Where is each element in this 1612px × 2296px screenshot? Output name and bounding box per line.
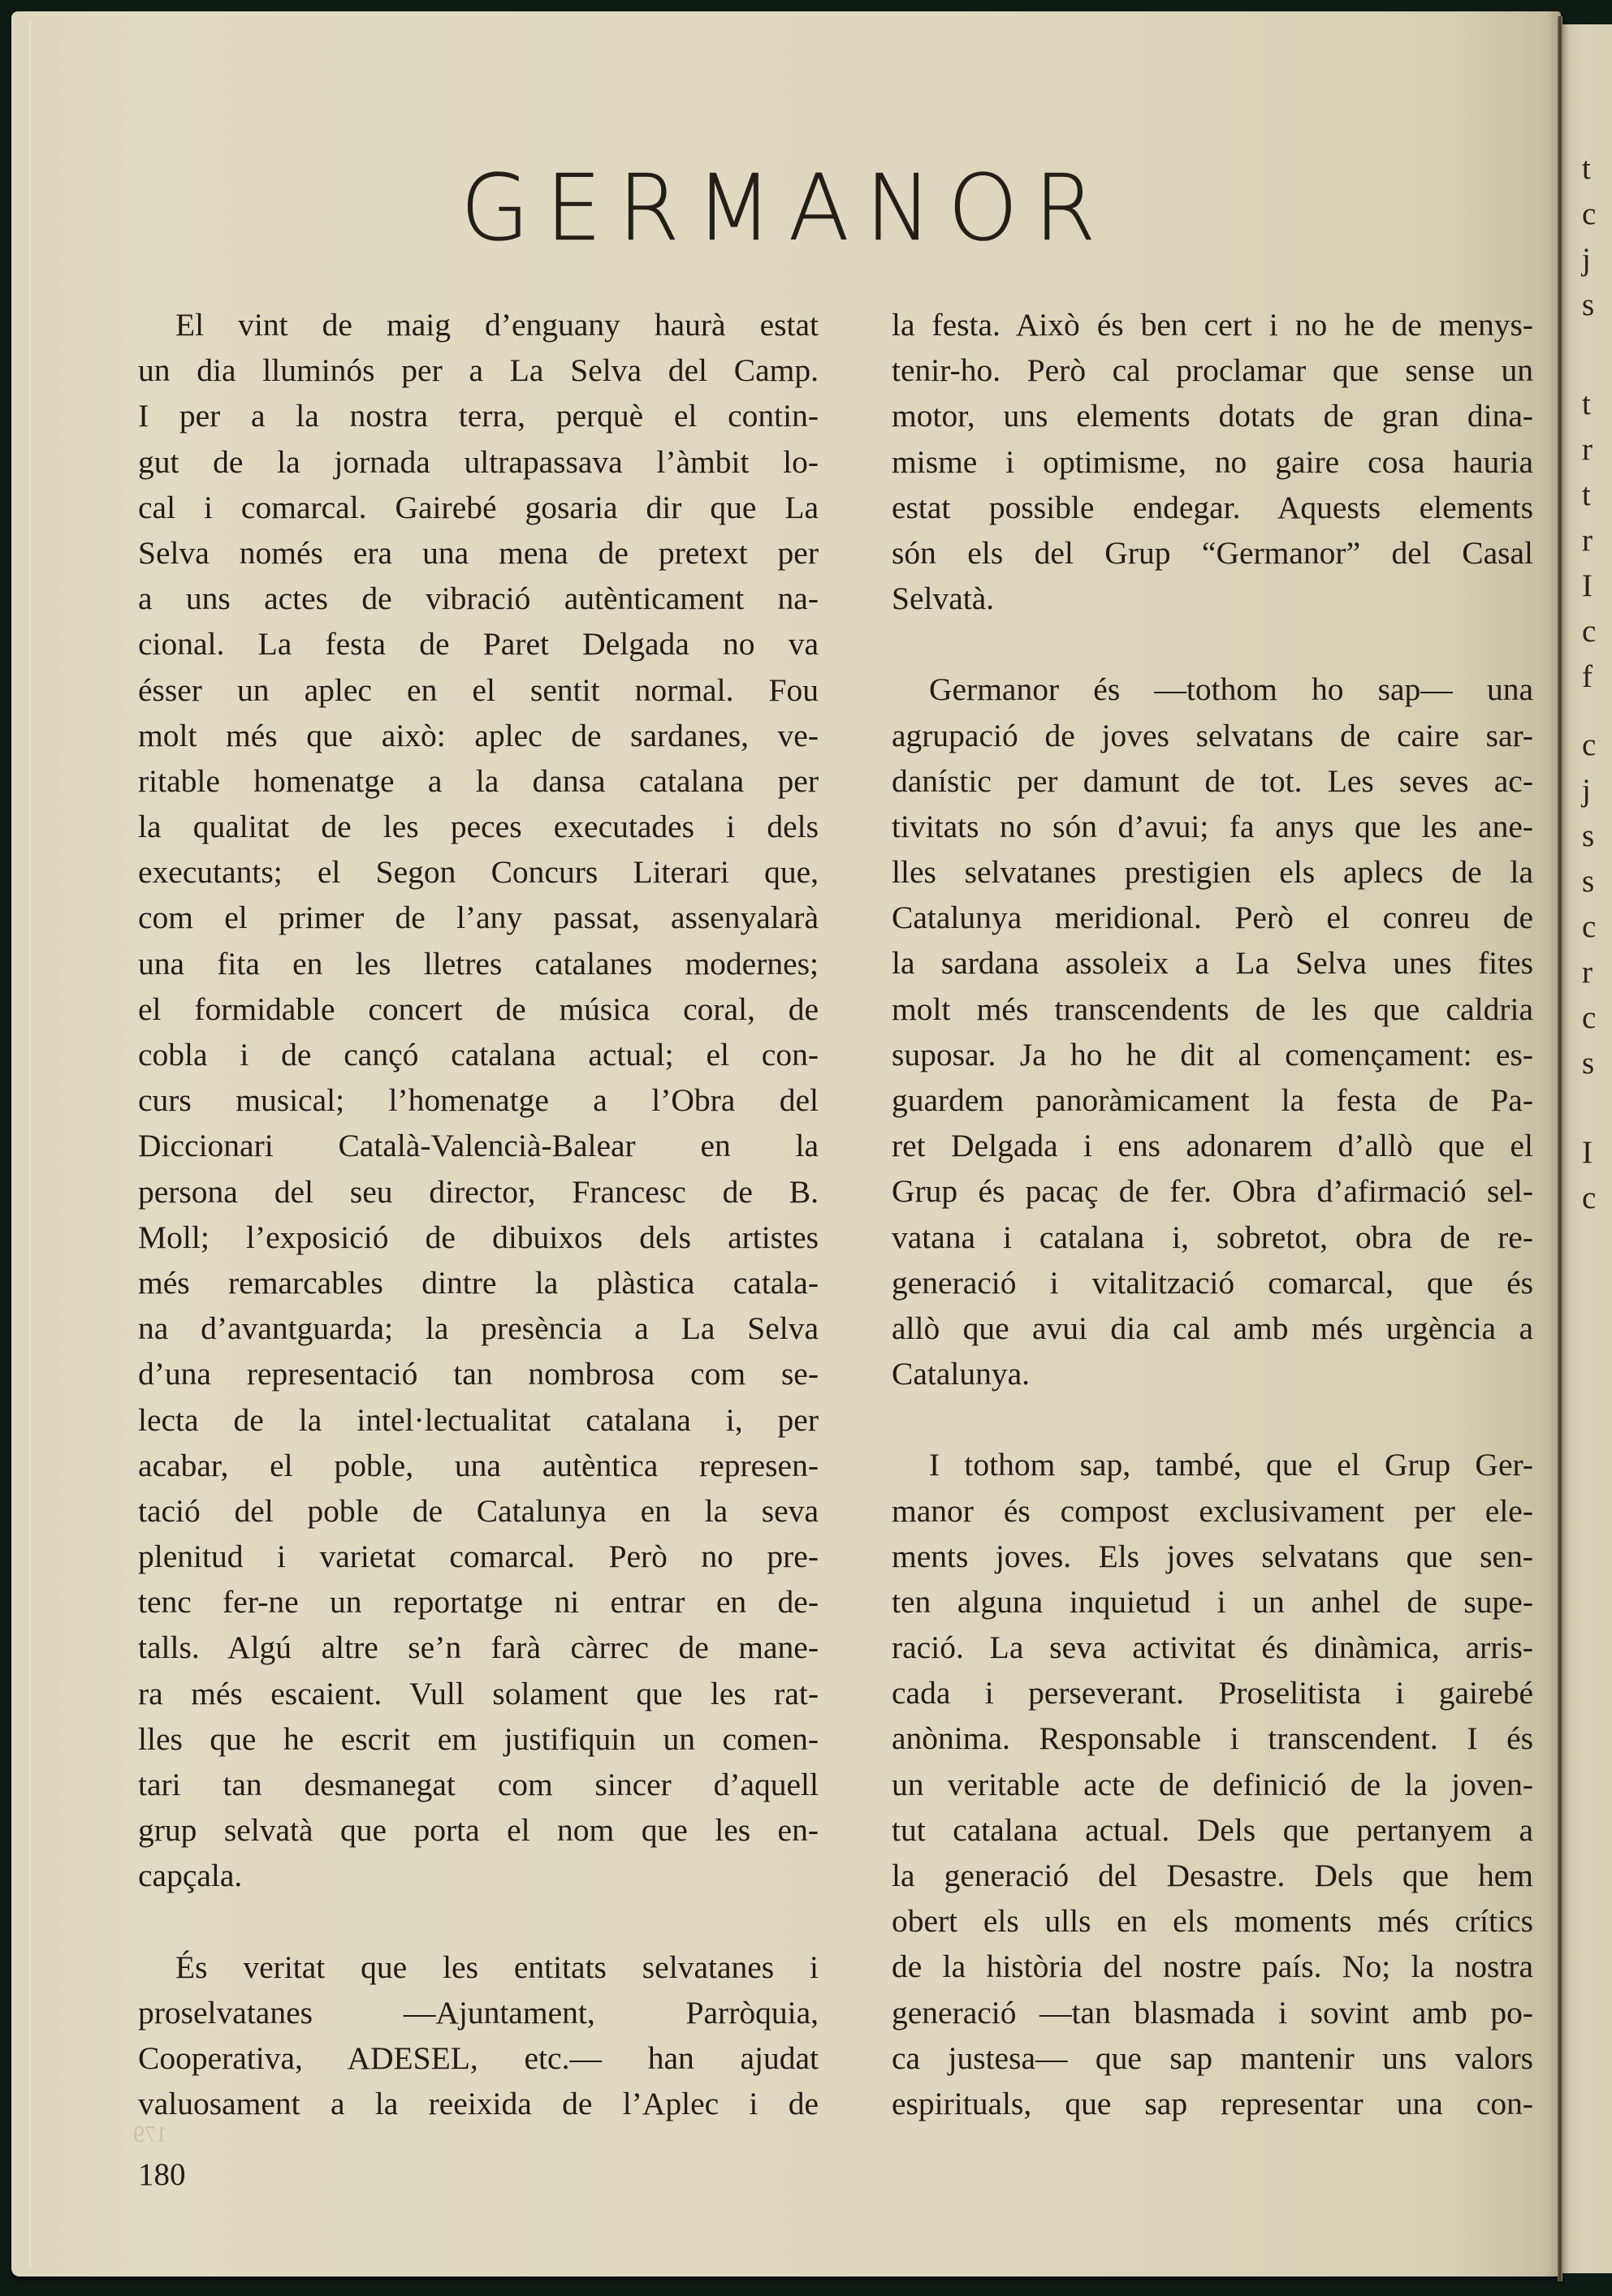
text-line: ració. La seva activitat és dinàmica, arris- [892, 1629, 1533, 1666]
text-line: acabar, el poble, una autèntica represen- [138, 1447, 819, 1483]
adjacent-page-fragment: I [1582, 568, 1593, 603]
text-line: lles que he escrit em justifiquin un comen- [138, 1720, 819, 1757]
adjacent-page-fragment: s [1582, 287, 1595, 322]
adjacent-page-fragment: I [1582, 1135, 1593, 1170]
adjacent-page-fragment: c [1582, 196, 1597, 231]
text-line: na d’avantguarda; la presència a La Selva [138, 1310, 819, 1347]
paragraph [138, 1944, 819, 2127]
text-line: la festa. Això és ben cert i no he de menys- [892, 307, 1533, 343]
text-line: de la història del nostre país. No; la nostra [892, 1949, 1533, 1985]
adjacent-page-fragment: j [1582, 242, 1591, 277]
text-line: Grup és pacaç de fer. Obra d’afirmació sel- [892, 1173, 1533, 1210]
adjacent-page-fragment: s [1582, 818, 1595, 853]
adjacent-page-fragment: t [1582, 386, 1591, 421]
text-line: suposar. Ja ho he dit al començament: es- [892, 1036, 1533, 1072]
text-line: espirituals, que sap representar una con- [892, 2085, 1533, 2121]
text-line: estat possible endegar. Aquests elements [892, 489, 1533, 525]
text-line: Selvatà. [892, 580, 995, 617]
text-line: Diccionari Català-Valencià-Balear en la [138, 1128, 819, 1164]
text-line: una fita en les lletres catalanes modernes; [138, 945, 819, 982]
page-number: 180 [138, 2157, 186, 2192]
adjacent-page-fragment: r [1582, 523, 1593, 558]
text-line: proselvatanes —Ajuntament, Parròquia, [138, 1994, 819, 2031]
text-line: són els del Grup “Germanor” del Casal [892, 534, 1533, 571]
right-column [892, 302, 1533, 2126]
text-line: generació —tan blasmada i sovint amb po- [892, 1994, 1533, 2031]
text-line: manor és compost exclusivament per ele- [892, 1492, 1533, 1529]
text-line: obert els ulls en els moments més crítics [892, 1903, 1533, 1940]
adjacent-page-fragment: c [1582, 909, 1597, 944]
text-line: Cooperativa, ADESEL, etc.— han ajudat [138, 2039, 819, 2076]
text-line: capçala. [138, 1858, 243, 1894]
text-line: persona del seu director, Francesc de B. [138, 1173, 819, 1210]
article-title: GERMANOR [460, 156, 1113, 261]
text-line: anònima. Responsable i transcendent. I és [892, 1720, 1533, 1757]
text-line: cobla i de cançó catalana actual; el con- [138, 1037, 819, 1072]
text-line: tut catalana actual. Dels que pertanyem a [892, 1811, 1533, 1848]
text-line: molt més transcendents de les que caldria [892, 990, 1533, 1027]
text-line: motor, uns elements dotats de gran dina- [892, 398, 1533, 434]
text-line: tació del poble de Catalunya en la seva [138, 1492, 819, 1529]
text-line: lecta de la intel·lectualitat catalana i, per [138, 1401, 819, 1438]
text-line: talls. Algú altre se’n farà càrrec de mane- [138, 1629, 819, 1666]
text-line: cional. La festa de Paret Delgada no va [138, 626, 819, 662]
text-line: valuosament a la reeixida de l’Aplec i de [138, 2086, 819, 2122]
text-line: ra més escaient. Vull solament que les rat- [138, 1675, 819, 1711]
text-line: danístic per damunt de tot. Les seves ac- [892, 762, 1533, 799]
bleed-through-page-number: 179 [133, 2122, 167, 2147]
text-line: I per a la nostra terra, perquè el contin- [138, 398, 819, 434]
text-line: Moll; l’exposició de dibuixos dels artistes [138, 1219, 819, 1255]
paragraph [892, 1442, 1533, 2126]
text-line: guardem panoràmicament la festa de Pa- [892, 1082, 1533, 1118]
adjacent-page-fragment: r [1582, 955, 1593, 990]
text-line: El vint de maig d’enguany haurà estat [175, 307, 819, 343]
adjacent-page-fragment: s [1582, 864, 1595, 899]
text-line: Germanor és —tothom ho sap— una [929, 671, 1533, 708]
text-line: tari tan desmanegat com sincer d’aquell [138, 1767, 819, 1802]
adjacent-page-fragment: f [1582, 659, 1593, 694]
text-line: la generació del Desastre. Dels que hem [892, 1858, 1533, 1893]
adjacent-page-fragment: s [1582, 1046, 1595, 1081]
text-line: més remarcables dintre la plàstica catala- [138, 1264, 819, 1301]
text-line: lles selvatanes prestigien els aplecs de la [892, 854, 1533, 891]
paragraph [892, 302, 1533, 621]
text-line: Catalunya meridional. Però el conreu de [892, 900, 1533, 936]
magazine-page [11, 11, 1561, 2277]
text-line: vatana i catalana i, sobretot, obra de re- [892, 1219, 1533, 1255]
text-line: un dia lluminós per a La Selva del Camp. [138, 352, 819, 389]
text-line: ca justesa— que sap mantenir uns valors [892, 2039, 1533, 2076]
text-line: tivitats no són d’avui; fa anys que les ane- [892, 808, 1533, 844]
text-line: curs musical; l’homenatge a l’Obra del [138, 1082, 819, 1119]
text-line: ret Delgada i ens adonarem d’allò que el [892, 1128, 1533, 1164]
text-line: ésser un aplec en el sentit normal. Fou [138, 671, 819, 708]
text-line: ments joves. Els joves selvatans que sen- [892, 1538, 1533, 1574]
text-line: Catalunya. [892, 1356, 1031, 1392]
text-line: tenir-ho. Però cal proclamar que sense un [892, 352, 1533, 389]
paragraph [892, 667, 1533, 1396]
text-line: el formidable concert de música coral, de [138, 990, 819, 1027]
text-line: grup selvatà que porta el nom que les en- [138, 1812, 819, 1849]
adjacent-page-fragment: t [1582, 477, 1591, 512]
adjacent-page-fragment: c [1582, 614, 1597, 649]
left-column [138, 302, 819, 2126]
text-line: a uns actes de vibració autènticament na- [138, 580, 819, 617]
text-line: Selva només era una mena de pretext per [138, 534, 819, 571]
text-line: la qualitat de les peces executades i dels [138, 809, 819, 845]
text-line: un veritable acte de definició de la joven- [892, 1766, 1533, 1802]
text-line: generació i vitalització comarcal, que és [892, 1264, 1533, 1301]
adjacent-page-fragment: j [1582, 773, 1591, 808]
text-line: tenc fer-ne un reportatge ni entrar en de- [138, 1584, 819, 1621]
text-line: ten alguna inquietud i un anhel de supe- [892, 1583, 1533, 1620]
text-line: gut de la jornada ultrapassava l’àmbit lo- [138, 443, 819, 480]
text-line: allò que avui dia cal amb més urgència a [892, 1310, 1533, 1346]
adjacent-page-fragment: c [1582, 1000, 1597, 1035]
text-line: misme i optimisme, no gaire cosa hauria [892, 443, 1533, 480]
text-line: molt més que això: aplec de sardanes, ve- [138, 717, 819, 753]
adjacent-page-fragment: c [1582, 727, 1597, 762]
text-line: cal i comarcal. Gairebé gosaria dir que La [138, 489, 819, 525]
adjacent-page-fragment: c [1582, 1180, 1597, 1215]
text-line: agrupació de joves selvatans de caire sar- [892, 717, 1533, 753]
adjacent-page-fragment: t [1582, 151, 1591, 186]
text-line: la sardana assoleix a La Selva unes fites [892, 945, 1533, 982]
adjacent-page-fragment: r [1582, 432, 1593, 467]
text-line: I tothom sap, també, que el Grup Ger- [929, 1447, 1533, 1483]
text-line: ritable homenatge a la dansa catalana per [138, 762, 819, 799]
text-line: com el primer de l’any passat, assenyalarà [138, 900, 819, 936]
text-line: d’una representació tan nombrosa com se- [138, 1356, 819, 1392]
text-line: És veritat que les entitats selvatanes i [175, 1949, 819, 1985]
text-line: cada i perseverant. Proselitista i gairebé [892, 1675, 1533, 1711]
text-line: plenitud i varietat comarcal. Però no pre- [138, 1539, 819, 1575]
paragraph [138, 302, 819, 1899]
text-line: executants; el Segon Concurs Literari que, [138, 854, 819, 891]
